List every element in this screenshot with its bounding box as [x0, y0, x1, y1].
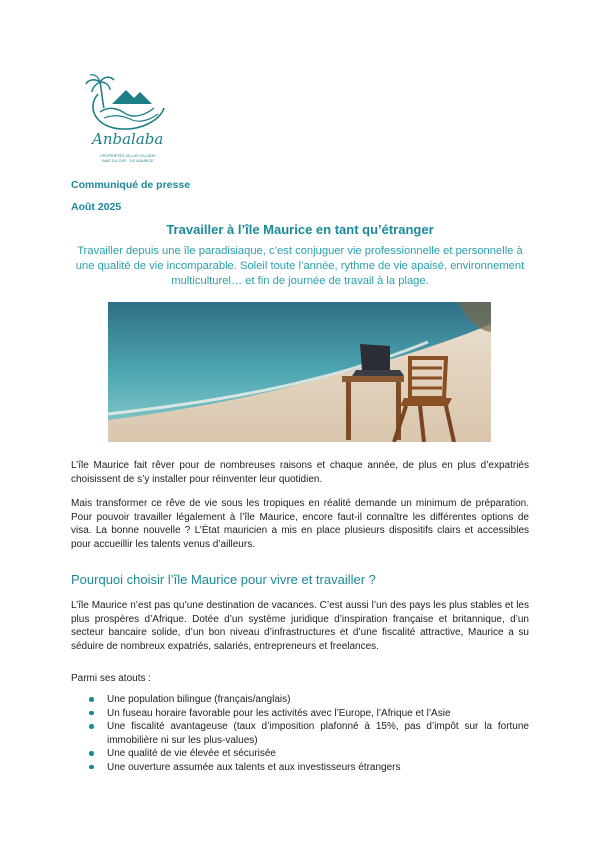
intro-paragraph: L’île Maurice fait rêver pour de nombreuses raisons et chaque année, de plus en plus d’expatriés choisissent de s’y installer pour réinventer leur quotidien. — [71, 460, 529, 485]
list-intro: Parmi ses atouts : — [71, 673, 152, 684]
palm-wave-logo-icon — [78, 74, 173, 134]
list-item — [71, 707, 529, 721]
list-item — [71, 761, 529, 775]
bullet-icon — [89, 711, 94, 716]
beach-desk-photo — [108, 302, 491, 442]
bullet-icon — [89, 724, 94, 729]
visa-paragraph: Mais transformer ce rêve de vie sous les tropiques en réalité demande un minimum de préparation. Pour pouvoir travailler légalement à l’île Maurice, encore faut-il connaître les différentes options de visa. La bonne nouvelle ? L’État mauricien a mis en place plusieurs dispositifs clairs et accessibles pour accueillir les talents venus d’ailleurs. — [71, 498, 529, 550]
article-lead: Travailler depuis une île paradisiaque, c’est conjuguer vie professionnelle et personnelle à une qualité de vie incomparable. Soleil toute l’année, rythme de vie apaisé, environnement multiculturel… et fin de journée de travail à la plage. — [75, 245, 525, 287]
bullet-icon — [89, 751, 94, 756]
logo-tagline-line1: PROPRIÉTÉS-VILLAS-VILLAGE — [100, 154, 156, 158]
list-item — [71, 693, 529, 707]
logo-tagline-line2: BAIE DU CAP - ÎLE MAURICE — [102, 159, 154, 163]
section-heading: Pourquoi choisir l’île Maurice pour vivre et travailler ? — [71, 572, 376, 587]
list-item-text: Une qualité de vie élevée et sécurisée — [107, 748, 276, 760]
list-item — [71, 720, 529, 747]
bullet-icon — [89, 765, 94, 770]
mauritius-paragraph: L’île Maurice n’est pas qu’une destination de vacances. C’est aussi l’un des pays les plus stables et les plus prospères d’Afrique. Dotée d’un système juridique d’inspiration française et britannique, d’un secteur bancaire solide, d’un bon niveau d’infrastructures et d’une fiscalité attractive, Maurice a su séduire de nombreux expatriés, salariés, entrepreneurs et freelances. — [71, 600, 529, 652]
list-item-text: Une fiscalité avantageuse (taux d’imposition plafonné à 15%, pas d’impôt sur la fortune immobilière ni sur les plus-values) — [107, 721, 529, 746]
press-release-label: Communiqué de presse — [71, 179, 191, 191]
list-item-text: Un fuseau horaire favorable pour les activités avec l’Europe, l’Afrique et l’Asie — [107, 707, 451, 719]
list-item-text: Une ouverture assumée aux talents et aux investisseurs étrangers — [107, 761, 401, 773]
release-date: Août 2025 — [71, 201, 122, 213]
article-title: Travailler à l’île Maurice en tant qu’étranger — [166, 222, 434, 237]
beach-workspace-image — [108, 302, 491, 442]
anbalaba-logo — [78, 74, 173, 166]
bullet-icon — [89, 697, 94, 702]
logo-brand-name: Anbalaba — [92, 130, 164, 148]
list-item — [71, 747, 529, 761]
advantages-list — [71, 693, 529, 775]
logo-tagline — [78, 154, 178, 164]
list-item-text: Une population bilingue (français/anglais) — [107, 694, 291, 705]
